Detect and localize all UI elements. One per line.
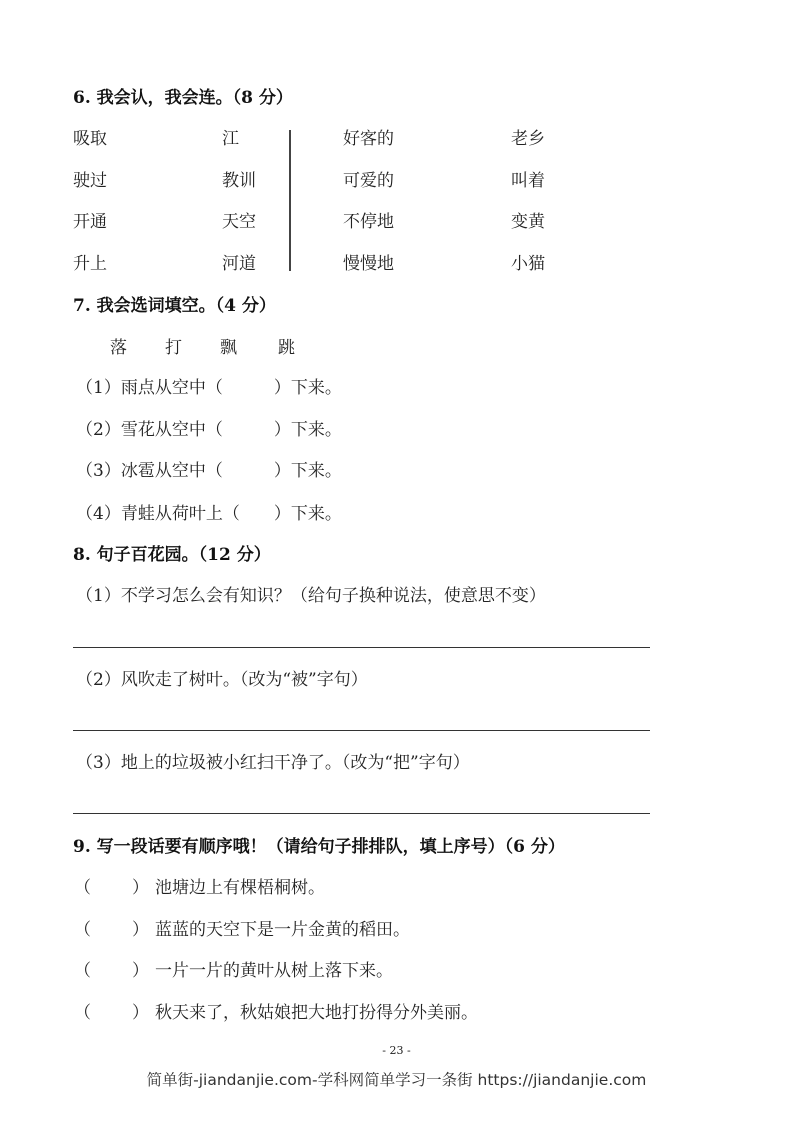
match-word[interactable]: 小猫	[511, 254, 545, 274]
match-word[interactable]: 变黄	[511, 212, 545, 232]
word-option: 跳	[278, 338, 295, 358]
match-word[interactable]: 吸取	[73, 129, 107, 149]
answer-line[interactable]	[73, 647, 650, 648]
order-sentence: 池塘边上有棵梧桐树。	[155, 878, 325, 898]
match-word[interactable]: 江	[222, 129, 239, 149]
question-8-title: 8. 句子百花园。（12 分）	[73, 545, 271, 565]
open-paren[interactable]: （	[74, 878, 91, 898]
match-word[interactable]: 开通	[73, 212, 107, 232]
match-word[interactable]: 天空	[222, 212, 256, 232]
match-word[interactable]: 河道	[222, 254, 256, 274]
close-paren[interactable]: ）	[132, 1003, 149, 1023]
word-option: 落	[110, 338, 127, 358]
question-6-title: 6. 我会认，我会连。（8 分）	[73, 88, 293, 108]
open-paren[interactable]: （	[74, 920, 91, 940]
footer-watermark: 简单街-jiandanjie.com-学科网简单学习一条街 https://jiandanjie.com	[146, 1071, 647, 1089]
match-word[interactable]: 教训	[222, 171, 256, 191]
answer-line[interactable]	[73, 813, 650, 814]
match-word[interactable]: 驶过	[73, 171, 107, 191]
sentence-item: （2）风吹走了树叶。（改为“被”字句）	[76, 670, 368, 690]
question-9-title: 9. 写一段话要有顺序哦！（请给句子排排队，填上序号）（6 分）	[73, 837, 565, 857]
fill-blank-item: （3）冰雹从空中（ ）下来。	[76, 461, 342, 481]
sentence-item: （3）地上的垃圾被小红扫干净了。（改为“把”字句）	[76, 753, 470, 773]
order-sentence: 秋天来了，秋姑娘把大地打扮得分外美丽。	[155, 1003, 478, 1023]
close-paren[interactable]: ）	[132, 961, 149, 981]
divider-line	[289, 130, 291, 271]
close-paren[interactable]: ）	[132, 920, 149, 940]
match-word[interactable]: 老乡	[511, 129, 545, 149]
open-paren[interactable]: （	[74, 961, 91, 981]
order-sentence: 一片一片的黄叶从树上落下来。	[155, 961, 393, 981]
fill-blank-item: （2）雪花从空中（ ）下来。	[76, 420, 342, 440]
order-sentence: 蓝蓝的天空下是一片金黄的稻田。	[155, 920, 410, 940]
match-word[interactable]: 慢慢地	[343, 254, 394, 274]
question-7-title: 7. 我会选词填空。（4 分）	[73, 296, 276, 316]
match-word[interactable]: 好客的	[343, 129, 394, 149]
close-paren[interactable]: ）	[132, 878, 149, 898]
page-number: - 23 -	[382, 1044, 411, 1057]
match-word[interactable]: 叫着	[511, 171, 545, 191]
open-paren[interactable]: （	[74, 1003, 91, 1023]
word-option: 飘	[220, 338, 237, 358]
match-word[interactable]: 不停地	[343, 212, 394, 232]
sentence-item: （1）不学习怎么会有知识？（给句子换种说法，使意思不变）	[76, 586, 546, 606]
match-word[interactable]: 可爱的	[343, 171, 394, 191]
answer-line[interactable]	[73, 730, 650, 731]
word-option: 打	[165, 338, 182, 358]
fill-blank-item: （4）青蛙从荷叶上（ ）下来。	[76, 504, 342, 524]
match-word[interactable]: 升上	[73, 254, 107, 274]
fill-blank-item: （1）雨点从空中（ ）下来。	[76, 378, 342, 398]
